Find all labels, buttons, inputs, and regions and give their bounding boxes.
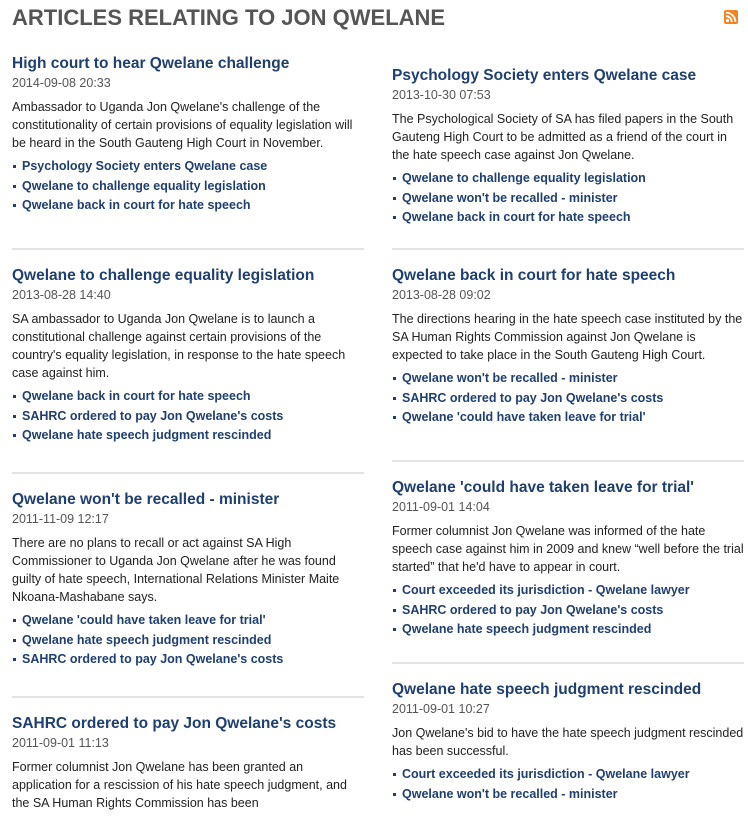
related-links [392,169,744,228]
article-title-link[interactable]: Qwelane back in court for hate speech [392,267,676,284]
article-date: 2013-08-28 09:02 [392,288,491,302]
article-summary: Former columnist Jon Qwelane was informed of the hate speech case against him in 2009 and knew “well before the trial started” that he'd have to appear in court. [392,524,744,574]
bullet-icon [13,619,16,622]
related-links [12,157,364,216]
article-title-link[interactable]: Qwelane 'could have taken leave for trial' [392,479,694,496]
bullet-icon [393,628,396,631]
article-divider [392,662,744,664]
article-divider [392,460,744,462]
article-divider [12,248,364,250]
article [12,54,364,248]
related-link[interactable]: SAHRC ordered to pay Jon Qwelane's costs [22,408,284,423]
article-title-link[interactable]: Psychology Society enters Qwelane case [392,67,697,84]
article-title-link[interactable]: Qwelane to challenge equality legislation [12,267,315,284]
related-link[interactable]: Qwelane won't be recalled - minister [402,786,618,801]
bullet-icon [13,415,16,418]
article [12,266,364,472]
related-link[interactable]: SAHRC ordered to pay Jon Qwelane's costs [402,602,664,617]
page-title: ARTICLES RELATING TO JON QWELANE [12,5,446,30]
related-link[interactable]: SAHRC ordered to pay Jon Qwelane's costs [402,390,664,405]
bullet-icon [393,793,396,796]
article-title-link[interactable]: Qwelane hate speech judgment rescinded [392,681,702,698]
related-link[interactable]: Qwelane to challenge equality legislation [402,171,646,185]
bullet-icon [13,434,16,437]
bullet-icon [13,658,16,661]
rss-feed-icon[interactable] [724,10,738,24]
related-links [392,369,744,428]
related-item [392,208,744,228]
related-item [392,785,744,805]
article-title-link[interactable]: Qwelane won't be recalled - minister [12,491,280,508]
related-link[interactable]: Court exceeded its jurisdiction - Qwelane lawyer [402,583,690,597]
article-date: 2014-09-08 20:33 [12,76,111,90]
bullet-icon [13,395,16,398]
article-title-link[interactable]: SAHRC ordered to pay Jon Qwelane's costs [12,715,337,732]
article-date: 2011-09-01 11:13 [12,736,109,750]
right-column [392,66,744,804]
related-item [392,601,744,621]
related-links [12,387,364,446]
related-item [12,177,364,197]
bullet-icon [393,377,396,380]
article [392,266,744,460]
article-divider [392,248,744,250]
article-summary: The directions hearing in the hate speech case instituted by the SA Human Rights Commission against Jon Qwelane is expected to take place in the South Gauteng High Court. [392,312,743,362]
related-link[interactable]: Qwelane hate speech judgment rescinded [22,428,272,442]
related-link[interactable]: Qwelane hate speech judgment rescinded [402,622,652,636]
related-link[interactable]: SAHRC ordered to pay Jon Qwelane's costs [22,652,284,666]
related-links [12,611,364,670]
article-date: 2013-08-28 14:40 [12,288,111,302]
related-item [392,389,744,409]
related-item [392,765,744,785]
bullet-icon [393,177,396,180]
article-date: 2013-10-30 07:53 [392,88,491,102]
related-item [392,581,744,601]
article-title-link[interactable]: High court to hear Qwelane challenge [12,55,290,72]
article-divider [12,696,364,698]
related-link[interactable]: Qwelane hate speech judgment rescinded [22,632,272,647]
article [392,66,744,248]
article-summary: SA ambassador to Uganda Jon Qwelane is to launch a constitutional challenge against certain provisions of the country's equality legislation, in response to the hate speech case against him. [12,312,346,380]
bullet-icon [13,185,16,188]
related-item [392,408,744,428]
bullet-icon [393,773,396,776]
article-date: 2011-11-09 12:17 [12,512,109,526]
related-link[interactable]: Qwelane 'could have taken leave for trial' [402,410,646,424]
bullet-icon [13,165,16,168]
related-link[interactable]: Court exceeded its jurisdiction - Qwelane lawyer [402,767,690,781]
page-header [12,4,742,34]
bullet-icon [393,589,396,592]
related-item [12,426,364,446]
article [12,490,364,696]
related-item [12,611,364,631]
related-link[interactable]: Qwelane 'could have taken leave for trial' [22,613,266,627]
article [12,714,364,812]
bullet-icon [393,197,396,200]
related-item [12,650,364,670]
related-link[interactable]: Qwelane to challenge equality legislation [22,178,266,193]
related-item [392,369,744,389]
related-link[interactable]: Psychology Society enters Qwelane case [22,159,268,173]
article-summary: Jon Qwelane's bid to have the hate speech judgment rescinded has been successful. [392,726,744,758]
related-item [12,196,364,216]
related-links [392,581,744,640]
article-summary: The Psychological Society of SA has filed papers in the South Gauteng High Court to be admitted as a friend of the court in the hate speech case against Jon Qwelane. [392,112,734,162]
related-link[interactable]: Qwelane won't be recalled - minister [402,371,618,385]
bullet-icon [13,204,16,207]
bullet-icon [393,609,396,612]
bullet-icon [393,397,396,400]
bullet-icon [393,216,396,219]
article-divider [12,472,364,474]
article [392,680,744,804]
related-link[interactable]: Qwelane back in court for hate speech [22,389,251,403]
related-item [392,620,744,640]
related-item [12,387,364,407]
related-links [392,765,744,804]
bullet-icon [13,639,16,642]
related-link[interactable]: Qwelane back in court for hate speech [22,198,251,212]
related-item [392,189,744,209]
related-item [392,169,744,189]
related-item [12,631,364,651]
article-summary: Ambassador to Uganda Jon Qwelane's challenge of the constitutionality of certain provisions of equality legislation will be heard in the South Gauteng High Court in November. [12,100,353,150]
related-link[interactable]: Qwelane won't be recalled - minister [402,190,618,205]
left-column [12,54,364,817]
related-link[interactable]: Qwelane back in court for hate speech [402,210,631,224]
article-date: 2011-09-01 14:04 [392,500,490,514]
related-item [12,407,364,427]
article-date: 2011-09-01 10:27 [392,702,490,716]
related-item [12,157,364,177]
bullet-icon [393,416,396,419]
article [392,478,744,662]
article-summary: Former columnist Jon Qwelane has been granted an application for a rescission of his hate speech judgment, and the SA Human Rights Commission has been [12,760,347,810]
article-summary: There are no plans to recall or act against SA High Commissioner to Uganda Jon Qwelane after he was found guilty of hate speech, International Relations Minister Maite Nkoana-Mashabane says. [12,536,340,604]
